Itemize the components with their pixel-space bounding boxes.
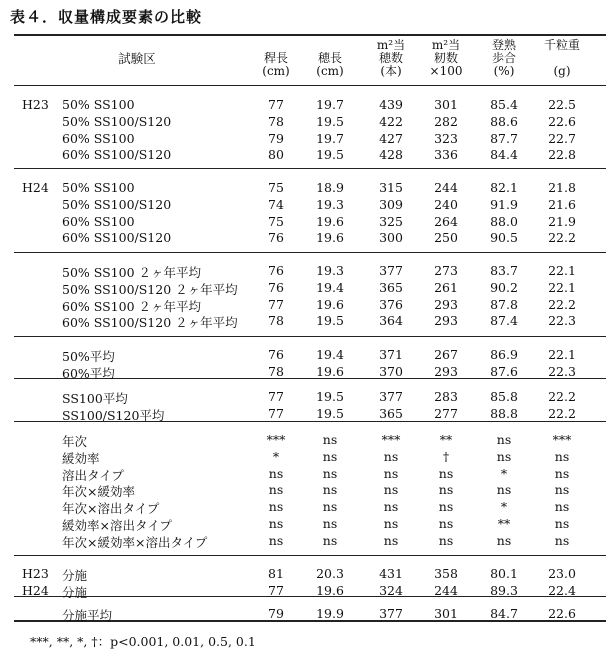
cell-value: 90.5 xyxy=(490,230,518,246)
cell-value: 370 xyxy=(379,363,403,379)
top-rule xyxy=(14,34,606,36)
cell-value: 88.6 xyxy=(490,113,518,129)
cell-value: ns xyxy=(496,482,512,498)
row-label: 50% SS100/S120 xyxy=(62,113,172,129)
header-panicle-length: 穂長 (cm) xyxy=(316,51,344,78)
cell-value: 75 xyxy=(268,180,284,195)
cell-value: ns xyxy=(496,432,512,447)
cell-value: 22.2 xyxy=(548,405,576,421)
cell-value: ns xyxy=(322,532,338,548)
cell-value: 81 xyxy=(268,566,284,581)
table-row xyxy=(0,449,616,465)
cell-value: 22.1 xyxy=(548,347,576,362)
cell-value: 87.6 xyxy=(490,363,518,379)
cell-value: 85.8 xyxy=(490,389,518,404)
cell-value: 22.3 xyxy=(548,363,576,379)
table-row xyxy=(0,516,616,532)
row-label: 緩効率 xyxy=(62,450,100,466)
cell-value: ns xyxy=(322,482,338,498)
cell-value: ns xyxy=(554,448,570,464)
row-label: 年次×緩効率 xyxy=(62,484,135,500)
cell-value: ns xyxy=(268,516,284,531)
cell-value: 293 xyxy=(434,313,458,329)
group-rule xyxy=(14,252,606,253)
cell-value: 22.8 xyxy=(548,147,576,163)
cell-value: 439 xyxy=(379,97,403,112)
cell-value: ns xyxy=(383,448,399,464)
cell-value: 371 xyxy=(379,347,403,362)
table-row xyxy=(0,197,616,213)
cell-value: 84.4 xyxy=(490,147,518,163)
cell-value: 85.4 xyxy=(490,97,518,112)
table-row xyxy=(0,432,616,448)
cell-value: 76 xyxy=(268,347,284,362)
cell-value: 22.1 xyxy=(548,263,576,278)
cell-value: 22.6 xyxy=(548,606,576,621)
cell-value: 78 xyxy=(268,313,284,329)
table-row xyxy=(0,297,616,313)
table-row xyxy=(0,406,616,422)
cell-value: 19.7 xyxy=(316,130,344,146)
header-spikelet-number: m²当 籾数 ×100 xyxy=(429,38,463,78)
row-label: 60% SS100 xyxy=(62,130,135,146)
cell-value: 77 xyxy=(268,296,284,312)
cell-value: 87.4 xyxy=(490,313,518,329)
cell-value: 315 xyxy=(379,180,403,195)
cell-value: 377 xyxy=(379,263,403,278)
cell-value: 23.0 xyxy=(548,566,576,581)
cell-value: ns xyxy=(554,482,570,498)
cell-value: 83.7 xyxy=(490,263,518,278)
cell-value: 244 xyxy=(434,582,458,598)
row-label: 60%平均 xyxy=(62,365,115,381)
table-title: 表４．収量構成要素の比較 xyxy=(10,8,203,26)
table-row xyxy=(0,114,616,130)
cell-value: 22.4 xyxy=(548,582,576,598)
cell-value: 293 xyxy=(434,296,458,312)
cell-value: 428 xyxy=(379,147,403,163)
cell-value: ns xyxy=(383,516,399,531)
cell-value: ns xyxy=(554,516,570,531)
cell-value: 336 xyxy=(434,147,458,163)
cell-value: 19.5 xyxy=(316,313,344,329)
cell-value: 21.6 xyxy=(548,196,576,212)
cell-value: 77 xyxy=(268,405,284,421)
row-label: 年次×溶出タイプ xyxy=(62,501,160,517)
header-culm-length: 稈長 (cm) xyxy=(262,51,290,78)
cell-value: 78 xyxy=(268,113,284,129)
cell-value: 22.2 xyxy=(548,230,576,246)
cell-value: 19.4 xyxy=(316,279,344,295)
cell-value: ** xyxy=(439,432,453,447)
row-label: 緩効率×溶出タイプ xyxy=(62,518,172,533)
cell-value: 19.6 xyxy=(316,230,344,246)
table-row xyxy=(0,364,616,380)
row-label: 溶出タイプ xyxy=(62,467,124,483)
table-row xyxy=(0,180,616,196)
cell-value: 91.9 xyxy=(490,196,518,212)
cell-value: 89.3 xyxy=(490,582,518,598)
cell-value: ns xyxy=(383,482,399,498)
cell-value: 244 xyxy=(434,180,458,195)
table-row xyxy=(0,466,616,482)
cell-value: 22.7 xyxy=(548,130,576,146)
header-rule xyxy=(14,85,606,86)
group-rule xyxy=(14,555,606,556)
table-row xyxy=(0,389,616,405)
header-thousand-grain-weight: 千粒重 (g) xyxy=(543,38,580,78)
cell-value: ns xyxy=(383,499,399,515)
group-rule xyxy=(14,336,606,337)
cell-value: 267 xyxy=(434,347,458,362)
row-label: 60% SS100/S120 xyxy=(62,230,172,246)
cell-value: * xyxy=(500,465,508,481)
cell-value: ns xyxy=(438,499,454,515)
cell-value: 19.9 xyxy=(316,606,344,621)
cell-value: 77 xyxy=(268,389,284,404)
cell-value: ns xyxy=(268,532,284,548)
cell-value: 301 xyxy=(434,606,458,621)
cell-value: 240 xyxy=(434,196,458,212)
row-year: H24 xyxy=(22,180,49,195)
row-year: H24 xyxy=(22,582,49,598)
cell-value: 282 xyxy=(434,113,458,129)
cell-value: * xyxy=(272,448,280,464)
cell-value: *** xyxy=(381,432,401,447)
cell-value: 19.4 xyxy=(316,347,344,362)
cell-value: ns xyxy=(496,532,512,548)
cell-value: † xyxy=(442,448,450,464)
cell-value: 19.7 xyxy=(316,97,344,112)
cell-value: 87.8 xyxy=(490,296,518,312)
header-ripening-ratio: 登熟 歩合 (%) xyxy=(491,38,516,78)
cell-value: 309 xyxy=(379,196,403,212)
cell-value: 19.6 xyxy=(316,582,344,598)
cell-value: *** xyxy=(266,432,286,447)
row-year: H23 xyxy=(22,566,49,581)
table-row xyxy=(0,583,616,599)
cell-value: ns xyxy=(383,532,399,548)
cell-value: * xyxy=(500,499,508,515)
table-row xyxy=(0,566,616,582)
cell-value: 301 xyxy=(434,97,458,112)
cell-value: 79 xyxy=(268,130,284,146)
cell-value: 20.3 xyxy=(316,566,344,581)
cell-value: 377 xyxy=(379,389,403,404)
table-row xyxy=(0,533,616,549)
cell-value: 19.6 xyxy=(316,363,344,379)
row-label: 60% SS100/S120 xyxy=(62,147,172,163)
cell-value: 427 xyxy=(379,130,403,146)
cell-value: 74 xyxy=(268,196,284,212)
row-label: 分施平均 xyxy=(62,608,113,623)
cell-value: ns xyxy=(268,465,284,481)
cell-value: 300 xyxy=(379,230,403,246)
cell-value: 376 xyxy=(379,296,403,312)
row-label: 50%平均 xyxy=(62,349,115,364)
cell-value: 21.9 xyxy=(548,213,576,229)
cell-value: 78 xyxy=(268,363,284,379)
row-label: 50% SS100 ２ヶ年平均 xyxy=(62,265,201,280)
table-row xyxy=(0,97,616,113)
table-row xyxy=(0,499,616,515)
header-panicle-number: m²当 穂数 (本) xyxy=(376,38,406,78)
cell-value: 87.7 xyxy=(490,130,518,146)
row-label: 分施 xyxy=(62,584,88,600)
cell-value: *** xyxy=(552,432,572,447)
header-section-label: 試験区 xyxy=(118,51,156,66)
cell-value: 422 xyxy=(379,113,403,129)
cell-value: 19.5 xyxy=(316,389,344,404)
cell-value: 19.5 xyxy=(316,113,344,129)
table-row xyxy=(0,263,616,279)
row-label: 50% SS100/S120 ２ヶ年平均 xyxy=(62,281,238,297)
cell-value: 19.5 xyxy=(316,147,344,163)
cell-value: 79 xyxy=(268,606,284,621)
table-row xyxy=(0,347,616,363)
cell-value: 77 xyxy=(268,582,284,598)
cell-value: 377 xyxy=(379,606,403,621)
cell-value: 21.8 xyxy=(548,180,576,195)
table-row xyxy=(0,280,616,296)
cell-value: ns xyxy=(322,448,338,464)
cell-value: 261 xyxy=(434,279,458,295)
cell-value: 22.5 xyxy=(548,97,576,112)
cell-value: 22.1 xyxy=(548,279,576,295)
row-year: H23 xyxy=(22,97,49,112)
cell-value: ** xyxy=(497,516,511,531)
cell-value: ns xyxy=(554,532,570,548)
cell-value: 22.2 xyxy=(548,296,576,312)
cell-value: ns xyxy=(438,465,454,481)
cell-value: ns xyxy=(322,499,338,515)
cell-value: ns xyxy=(322,432,338,447)
cell-value: 82.1 xyxy=(490,180,518,195)
cell-value: 76 xyxy=(268,279,284,295)
cell-value: 86.9 xyxy=(490,347,518,362)
cell-value: 84.7 xyxy=(490,606,518,621)
cell-value: ns xyxy=(438,482,454,498)
cell-value: 19.3 xyxy=(316,263,344,278)
cell-value: ns xyxy=(322,465,338,481)
cell-value: ns xyxy=(268,499,284,515)
table-row xyxy=(0,482,616,498)
cell-value: ns xyxy=(554,465,570,481)
cell-value: 283 xyxy=(434,389,458,404)
cell-value: 88.8 xyxy=(490,405,518,421)
cell-value: ns xyxy=(496,448,512,464)
row-label: 年次 xyxy=(62,434,88,449)
row-label: 60% SS100 xyxy=(62,213,135,229)
cell-value: 365 xyxy=(379,279,403,295)
cell-value: 358 xyxy=(434,566,458,581)
cell-value: 324 xyxy=(379,582,403,598)
cell-value: ns xyxy=(438,532,454,548)
group-rule xyxy=(14,168,606,169)
table-row xyxy=(0,131,616,147)
cell-value: 325 xyxy=(379,213,403,229)
row-label: 50% SS100 xyxy=(62,97,135,112)
table-row xyxy=(0,230,616,246)
cell-value: ns xyxy=(383,465,399,481)
table-row xyxy=(0,606,616,622)
cell-value: 323 xyxy=(434,130,458,146)
cell-value: 19.6 xyxy=(316,296,344,312)
table-row xyxy=(0,214,616,230)
row-label: 60% SS100 ２ヶ年平均 xyxy=(62,298,201,314)
cell-value: 80.1 xyxy=(490,566,518,581)
cell-value: ns xyxy=(438,516,454,531)
cell-value: 22.3 xyxy=(548,313,576,329)
cell-value: 76 xyxy=(268,230,284,246)
cell-value: 90.2 xyxy=(490,279,518,295)
row-label: SS100平均 xyxy=(62,391,128,406)
cell-value: 277 xyxy=(434,405,458,421)
row-label: 60% SS100/S120 ２ヶ年平均 xyxy=(62,315,238,331)
cell-value: 364 xyxy=(379,313,403,329)
row-label: 50% SS100 xyxy=(62,180,135,195)
cell-value: 250 xyxy=(434,230,458,246)
cell-value: 80 xyxy=(268,147,284,163)
cell-value: 76 xyxy=(268,263,284,278)
cell-value: 18.9 xyxy=(316,180,344,195)
cell-value: ns xyxy=(268,482,284,498)
row-label: 50% SS100/S120 xyxy=(62,196,172,212)
cell-value: 365 xyxy=(379,405,403,421)
cell-value: 22.2 xyxy=(548,389,576,404)
cell-value: 88.0 xyxy=(490,213,518,229)
cell-value: 431 xyxy=(379,566,403,581)
cell-value: ns xyxy=(322,516,338,531)
cell-value: 22.6 xyxy=(548,113,576,129)
row-label: 年次×緩効率×溶出タイプ xyxy=(62,534,208,550)
footnote: ***, **, *, †：p<0.001, 0.01, 0.5, 0.1 xyxy=(30,634,256,649)
cell-value: 77 xyxy=(268,97,284,112)
cell-value: 19.3 xyxy=(316,196,344,212)
table-row xyxy=(0,313,616,329)
cell-value: 19.6 xyxy=(316,213,344,229)
cell-value: 19.5 xyxy=(316,405,344,421)
cell-value: 293 xyxy=(434,363,458,379)
row-label: SS100/S120平均 xyxy=(62,407,165,423)
cell-value: 264 xyxy=(434,213,458,229)
cell-value: 75 xyxy=(268,213,284,229)
cell-value: ns xyxy=(554,499,570,515)
cell-value: 273 xyxy=(434,263,458,278)
row-label: 分施 xyxy=(62,568,88,583)
table-row xyxy=(0,147,616,163)
